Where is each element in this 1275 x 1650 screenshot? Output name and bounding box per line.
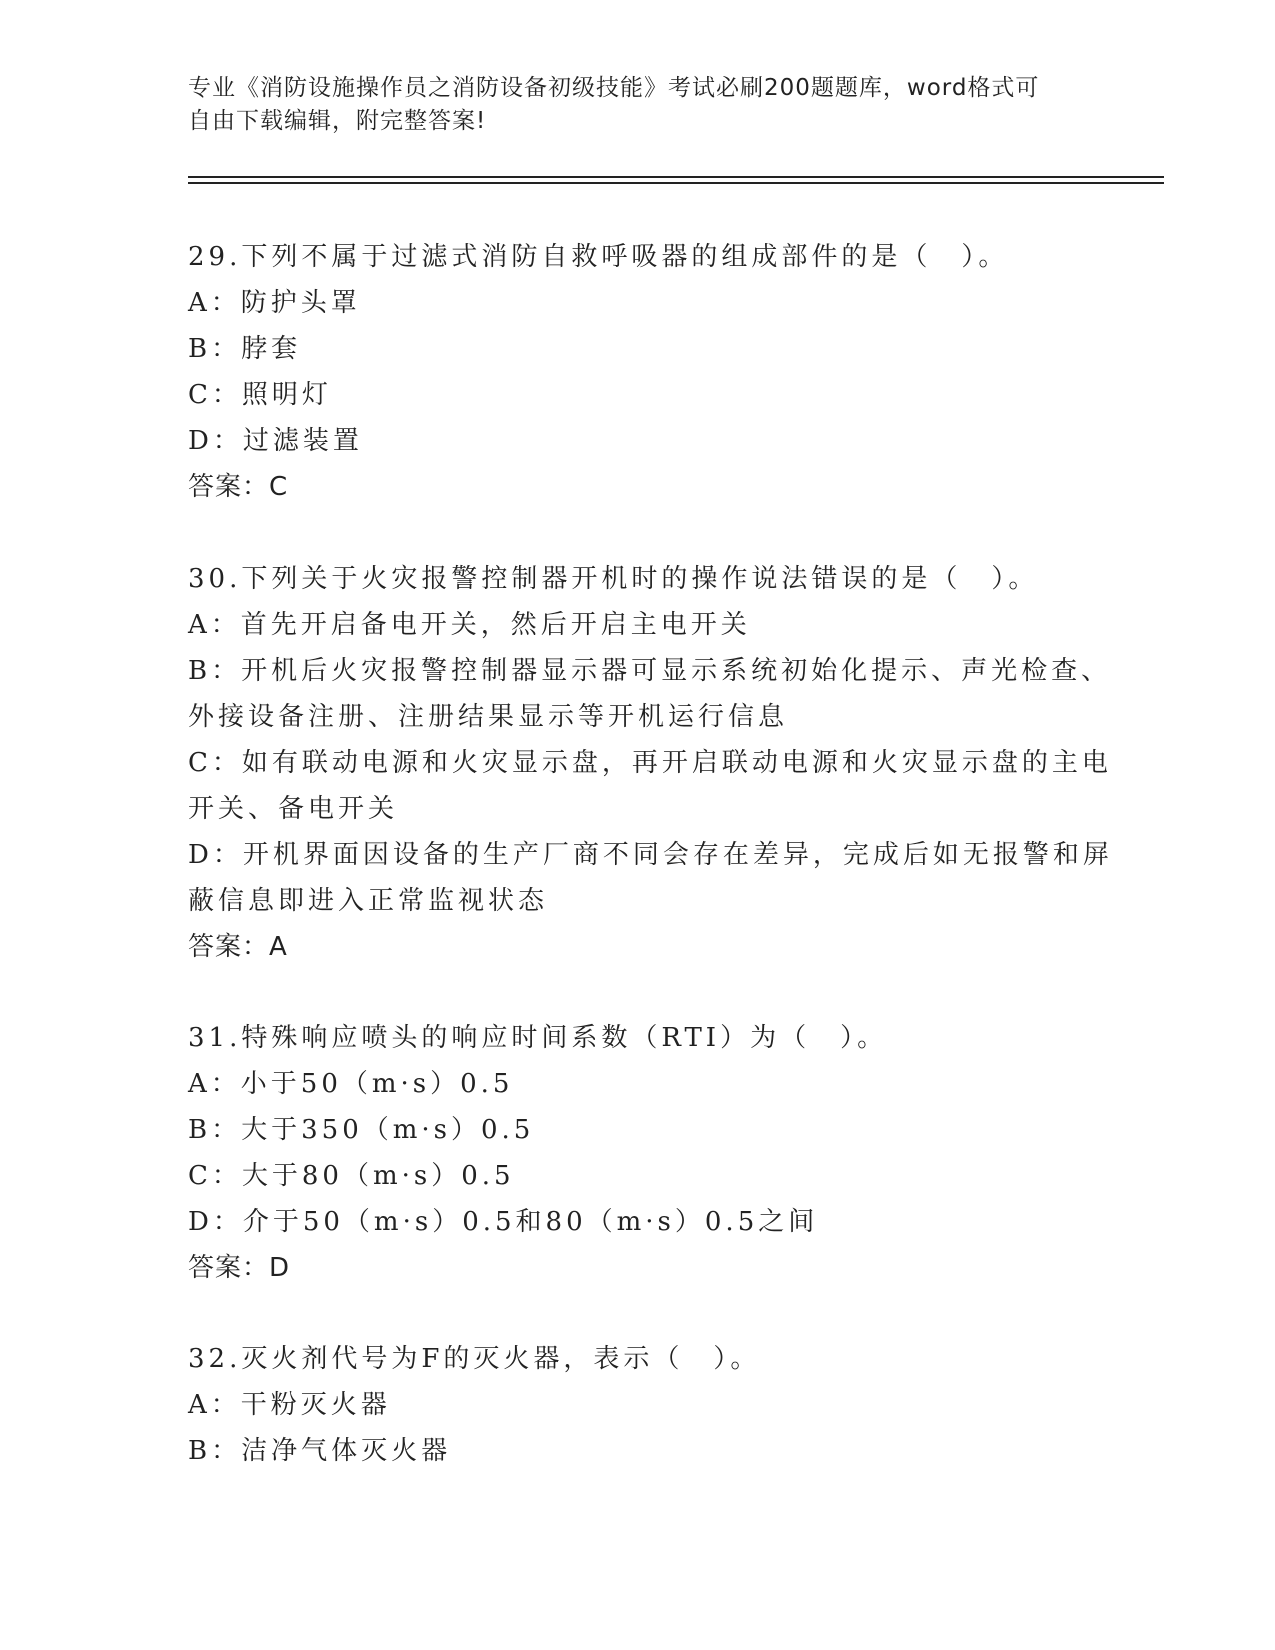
question-32 bbox=[188, 1336, 1088, 1474]
option-a: A：防护头罩 bbox=[188, 288, 361, 318]
answer-label: 答案：A bbox=[188, 932, 288, 962]
option-a: A：干粉灭火器 bbox=[188, 1390, 391, 1420]
option-b: B：脖套 bbox=[188, 334, 302, 364]
question-stem: 32.灭火剂代号为F的灭火器，表示（ ）。 bbox=[188, 1344, 761, 1374]
header-divider-bottom bbox=[188, 182, 1164, 184]
option-c-line-2: 开关、备电开关 bbox=[188, 794, 399, 824]
option-b-line-1: B：开机后火灾报警控制器显示器可显示系统初始化提示、声光检查、 bbox=[188, 656, 1112, 686]
header-line-2: 自由下载编辑，附完整答案! bbox=[188, 108, 487, 134]
option-d: D：过滤装置 bbox=[188, 426, 363, 456]
answer-label: 答案：D bbox=[188, 1253, 291, 1283]
document-header bbox=[188, 72, 1088, 138]
header-line-1: 专业《消防设施操作员之消防设备初级技能》考试必刷200题题库，word格式可 bbox=[188, 75, 1040, 101]
question-stem: 31.特殊响应喷头的响应时间系数（RTI）为（ ）。 bbox=[188, 1023, 888, 1053]
question-stem: 30.下列关于火灾报警控制器开机时的操作说法错误的是（ ）。 bbox=[188, 564, 1039, 594]
question-31 bbox=[188, 1015, 1088, 1291]
option-c-line-1: C：如有联动电源和火灾显示盘，再开启联动电源和火灾显示盘的主电 bbox=[188, 748, 1112, 778]
question-stem: 29.下列不属于过滤式消防自救呼吸器的组成部件的是（ ）。 bbox=[188, 242, 1009, 272]
question-30 bbox=[188, 556, 1113, 970]
answer-label: 答案：C bbox=[188, 472, 289, 502]
option-b: B：大于350（m·s）0.5 bbox=[188, 1115, 535, 1145]
option-b: B：洁净气体灭火器 bbox=[188, 1436, 452, 1466]
header-divider-top bbox=[188, 176, 1164, 178]
option-d: D：介于50（m·s）0.5和80（m·s）0.5之间 bbox=[188, 1207, 819, 1237]
option-c: C：照明灯 bbox=[188, 380, 332, 410]
option-a: A：小于50（m·s）0.5 bbox=[188, 1069, 514, 1099]
option-d-line-1: D：开机界面因设备的生产厂商不同会存在差异，完成后如无报警和屏 bbox=[188, 840, 1113, 870]
option-d-line-2: 蔽信息即进入正常监视状态 bbox=[188, 886, 549, 916]
option-a: A：首先开启备电开关，然后开启主电开关 bbox=[188, 610, 751, 640]
option-c: C：大于80（m·s）0.5 bbox=[188, 1161, 515, 1191]
option-b-line-2: 外接设备注册、注册结果显示等开机运行信息 bbox=[188, 702, 789, 732]
question-29 bbox=[188, 234, 1088, 510]
